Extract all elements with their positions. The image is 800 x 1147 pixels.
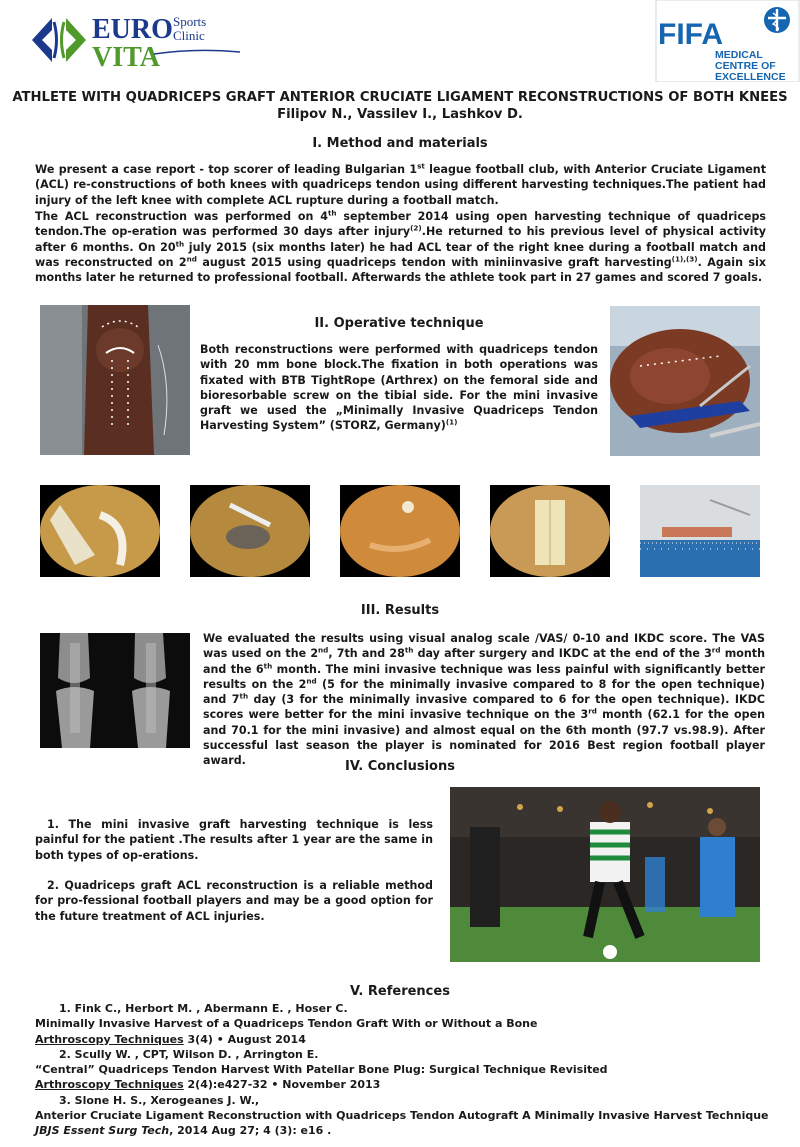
reference-1-source: Arthroscopy Techniques 3(4) • August 2014 — [35, 1032, 306, 1046]
eurovita-logo-sports: Sports — [173, 14, 207, 29]
reference-3-journal: JBJS Essent Surg Tech — [35, 1124, 170, 1138]
methods-paragraph-1: We present a case report - top scorer of leading Bulgarian 1st league football club, with Anterior Cruciate Ligament (ACL) re-constructions of both knees with quadriceps tendon using different harvesting techniques.The patient had injury of the left knee with complete ACL rupture during a football match. — [35, 161, 766, 207]
results-heading: III. Results — [360, 603, 440, 618]
poster-authors: Filipov N., Vassilev I., Lashkov D. — [277, 107, 523, 122]
football-match-photo — [450, 787, 760, 962]
references-heading: V. References — [350, 984, 450, 999]
operative-heading: II. Operative technique — [314, 316, 484, 331]
arthroscopy-image-1 — [40, 485, 160, 577]
fifa-medical-logo — [655, 0, 800, 82]
conclusion-item-2: 2. Quadriceps graft ACL reconstruction is a reliable method for pro-fessional football players and may be a good option for the future treatment of ACL injuries. — [35, 879, 433, 923]
fifa-logo-line1: MEDICAL — [715, 49, 763, 61]
knee-xray-image — [40, 633, 190, 748]
references-list — [35, 1001, 775, 1139]
reference-1-title: Minimally Invasive Harvest of a Quadriceps Tendon Graft With or Without a Bone — [35, 1017, 538, 1031]
knee-marking-photo — [40, 305, 190, 455]
reference-1-authors: 1. Fink C., Herbort M. , Abermann E. , Hoser C. — [59, 1002, 348, 1015]
poster-title: ATHLETE WITH QUADRICEPS GRAFT ANTERIOR CRUCIATE LIGAMENT RECONSTRUCTIONS OF BOTH KNEES — [12, 90, 788, 105]
reference-3-title: Anterior Cruciate Ligament Reconstruction with Quadriceps Tendon Autograft A Minimally Invasive Harvest Technique — [35, 1109, 769, 1123]
operative-paragraph: Both reconstructions were performed with quadriceps tendon with 20 mm bone block.The fixation in both operations was fixated with BTB TightRope (Arthrex) on the femoral side and bioresorbable screw on the tibial side. For the mini invasive graft we used the „Minimally Invasive Quadriceps Tendon Harvesting System” (STORZ, Germany)$^{(1)}$ — [200, 343, 598, 433]
graft-ruler-photo — [640, 485, 760, 577]
reference-1-journal-link[interactable]: Arthroscopy Techniques — [35, 1032, 184, 1046]
reference-2-authors: 2. Scully W. , CPT, Wilson D. , Arrington E. — [59, 1047, 319, 1061]
arthroscopy-image-4 — [490, 485, 610, 577]
arthroscopy-image-3 — [340, 485, 460, 577]
results-paragraph: We evaluated the results using visual analog scale /VAS/ 0-10 and IKDC score. The VAS was used on the 2nd, 7th and 28th day after surgery and IKDC at the end of the 3rd month and the 6th month. The mini invasive technique was less painful with significantly better results on the 2nd (5 for the minimally invasive compared to 8 for the open technique) and 7th day (3 for the minimally invasive compared to 6 for the open technique). IKDC scores were better for the mini invasive technique on the 3rd month (62.1 for the open and 70.1 for the mini invasive) and almost equal on the 6th month (97.7 vs.98.9). After successful last season the player is nominated for 2016 Best region football player award. — [203, 632, 765, 768]
fifa-logo-brand: FIFA — [658, 18, 723, 51]
conclusion-item-1: 1. The mini invasive graft harvesting technique is less painful for the patient .The results after 1 year are the same in both types of op-erations. — [35, 818, 433, 862]
reference-2-journal-link[interactable]: Arthroscopy Techniques — [35, 1078, 184, 1092]
eurovita-logo-euro: EURO — [92, 14, 173, 45]
methods-heading: I. Method and materials — [312, 136, 488, 151]
harvest-system-photo — [610, 306, 760, 456]
fifa-logo-line3: EXCELLENCE — [715, 71, 786, 82]
eurovita-logo — [26, 8, 246, 74]
eurovita-logo-clinic: Clinic — [173, 28, 205, 43]
eurovita-logo-vita: VITA — [92, 42, 160, 73]
reference-2-title: “Central” Quadriceps Tendon Harvest With Patellar Bone Plug: Surgical Technique Revisited — [35, 1063, 608, 1077]
conclusions-heading: IV. Conclusions — [345, 759, 455, 774]
fifa-logo-line2: CENTRE OF — [715, 60, 776, 72]
reference-3-authors: 3. Slone H. S., Xerogeanes J. W., — [59, 1093, 260, 1107]
reference-3-source: JBJS Essent Surg Tech, 2014 Aug 27; 4 (3): e16 . — [35, 1124, 332, 1138]
reference-2-source: Arthroscopy Techniques 2(4):e427-32 • November 2013 — [35, 1078, 381, 1092]
methods-paragraph-2: The ACL reconstruction was performed on 4th september 2014 using open harvesting technique of quadriceps tendon.The op-eration was performed 30 days after injury$^{(2)}$.He returned to his previous level of physical activity after 6 months. On 20th july 2015 (six months later) he had ACL tear of the right knee during a football match and was reconstructed on 2nd august 2015 using quadriceps tendon with miniinvasive graft harvesting$^{(1),(3)}$. Again six months later he returned to professional football. Afterwards the athlete took part in 27 games and scored 7 goals. — [35, 208, 767, 285]
arthroscopy-image-2 — [190, 485, 310, 577]
